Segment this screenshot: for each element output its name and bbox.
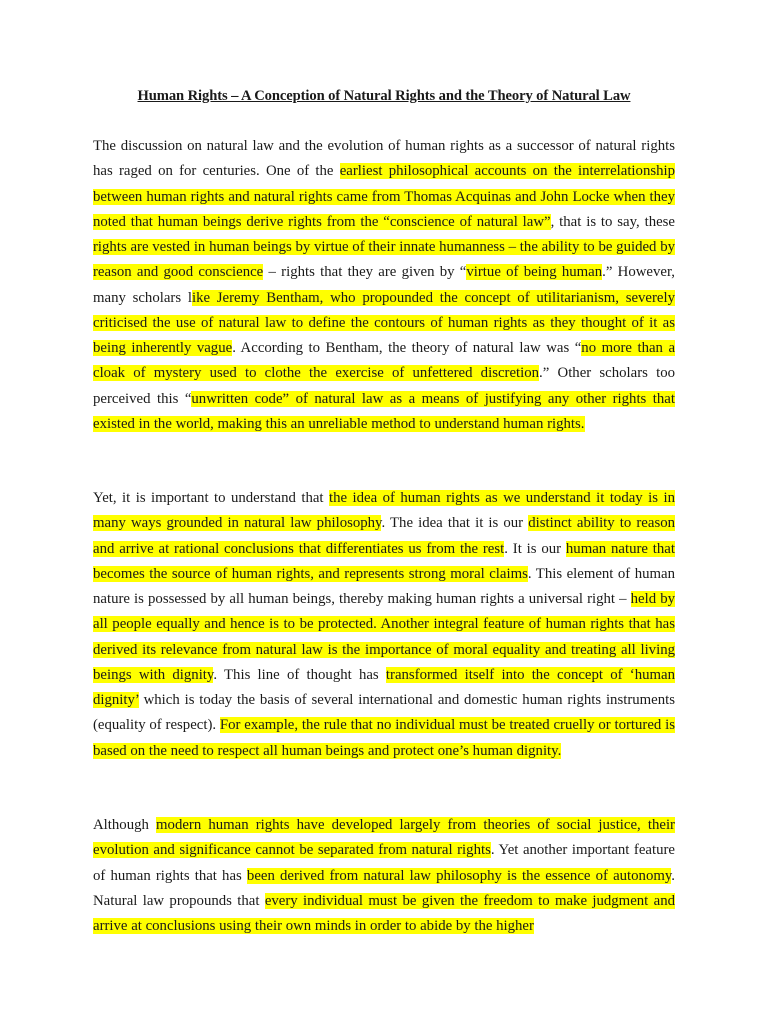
highlighted-text: For example, the rule that no individual must be treated cruelly or tortured is based on the need to respect all human beings and protect one’s human dignity. <box>93 717 675 759</box>
highlighted-text: held by all people equally and hence is to be protected. Another integral feature of human rights that has derived its relevance from natural law is the importance of moral equality and treating all living beings with dignity <box>93 591 675 683</box>
highlighted-text: earliest philosophical accounts on the interrelationship between human rights and natural rights came from Thomas Acquinas and John Locke when they noted that human beings derive rights from the “conscience of natural law” <box>93 163 676 230</box>
body-text: Yet, it is important to understand that <box>93 490 329 506</box>
highlighted-text: human nature that becomes the source of human rights, and represents strong moral claims <box>93 540 675 582</box>
highlighted-text: modern human rights have developed largely from theories of social justice, their evolution and significance cannot be separated from natural rights <box>93 817 675 859</box>
highlighted-text: virtue of being human <box>466 264 603 281</box>
body-text: . This element of human nature is possessed by all human beings, thereby making human rights a universal right – <box>93 565 675 607</box>
body-text: . This line of thought has <box>213 666 386 683</box>
body-text: . It is our <box>504 540 566 557</box>
highlighted-text: no more than a cloak of mystery used to clothe the exercise of unfettered discretion <box>93 340 676 382</box>
body-text: The discussion on natural law and the evolution of human rights as a successor of natural rights has raged on for centuries. One of the <box>93 138 675 180</box>
body-text: . Yet another important feature of human rights that has <box>93 842 675 884</box>
body-text: , that is to say, these <box>550 213 675 230</box>
body-text: .” Other scholars too perceived this “ <box>93 365 676 407</box>
paragraph-2 <box>93 486 675 764</box>
body-text: – rights that they are given by “ <box>263 264 467 281</box>
body-text: Although <box>93 817 157 833</box>
paragraph-1 <box>93 134 675 437</box>
body-text: .” However, many scholars l <box>93 264 676 306</box>
body-text: . According to Bentham, the theory of natural law was “ <box>232 340 582 356</box>
body-text: . The idea that it is our <box>381 515 529 532</box>
body-text: which is today the basis of several international and domestic human rights instruments (equality of respect). <box>93 692 675 734</box>
highlighted-text: been derived from natural law philosophy is the essence of autonomy <box>246 867 672 884</box>
document-title: Human Rights – A Conception of Natural Rights and the Theory of Natural Law <box>137 88 631 104</box>
highlighted-text: the idea of human rights as we understand it today is in many ways grounded in natural law philosophy <box>93 490 675 532</box>
paragraph-3 <box>93 813 675 939</box>
highlighted-text: every individual must be given the freedom to make judgment and arrive at conclusions using their own minds in order to abide by the higher <box>93 892 675 934</box>
highlighted-text: distinct ability to reason and arrive at rational conclusions that differentiates us from the rest <box>93 515 675 557</box>
highlighted-text: unwritten code” of natural law as a means of justifying any other rights that existed in the world, making this an unreliable method to understand human rights. <box>93 390 675 432</box>
body-text: . Natural law propounds that <box>93 867 675 909</box>
highlighted-text: rights are vested in human beings by virtue of their innate humanness – the ability to be guided by reason and good conscience <box>93 239 675 281</box>
highlighted-text: ike Jeremy Bentham, who propounded the concept of utilitarianism, severely criticised the use of natural law to define the contours of human rights as they thought of it as being inherently vague <box>93 289 675 356</box>
highlighted-text: transformed itself into the concept of ‘human dignity’ <box>93 666 675 708</box>
